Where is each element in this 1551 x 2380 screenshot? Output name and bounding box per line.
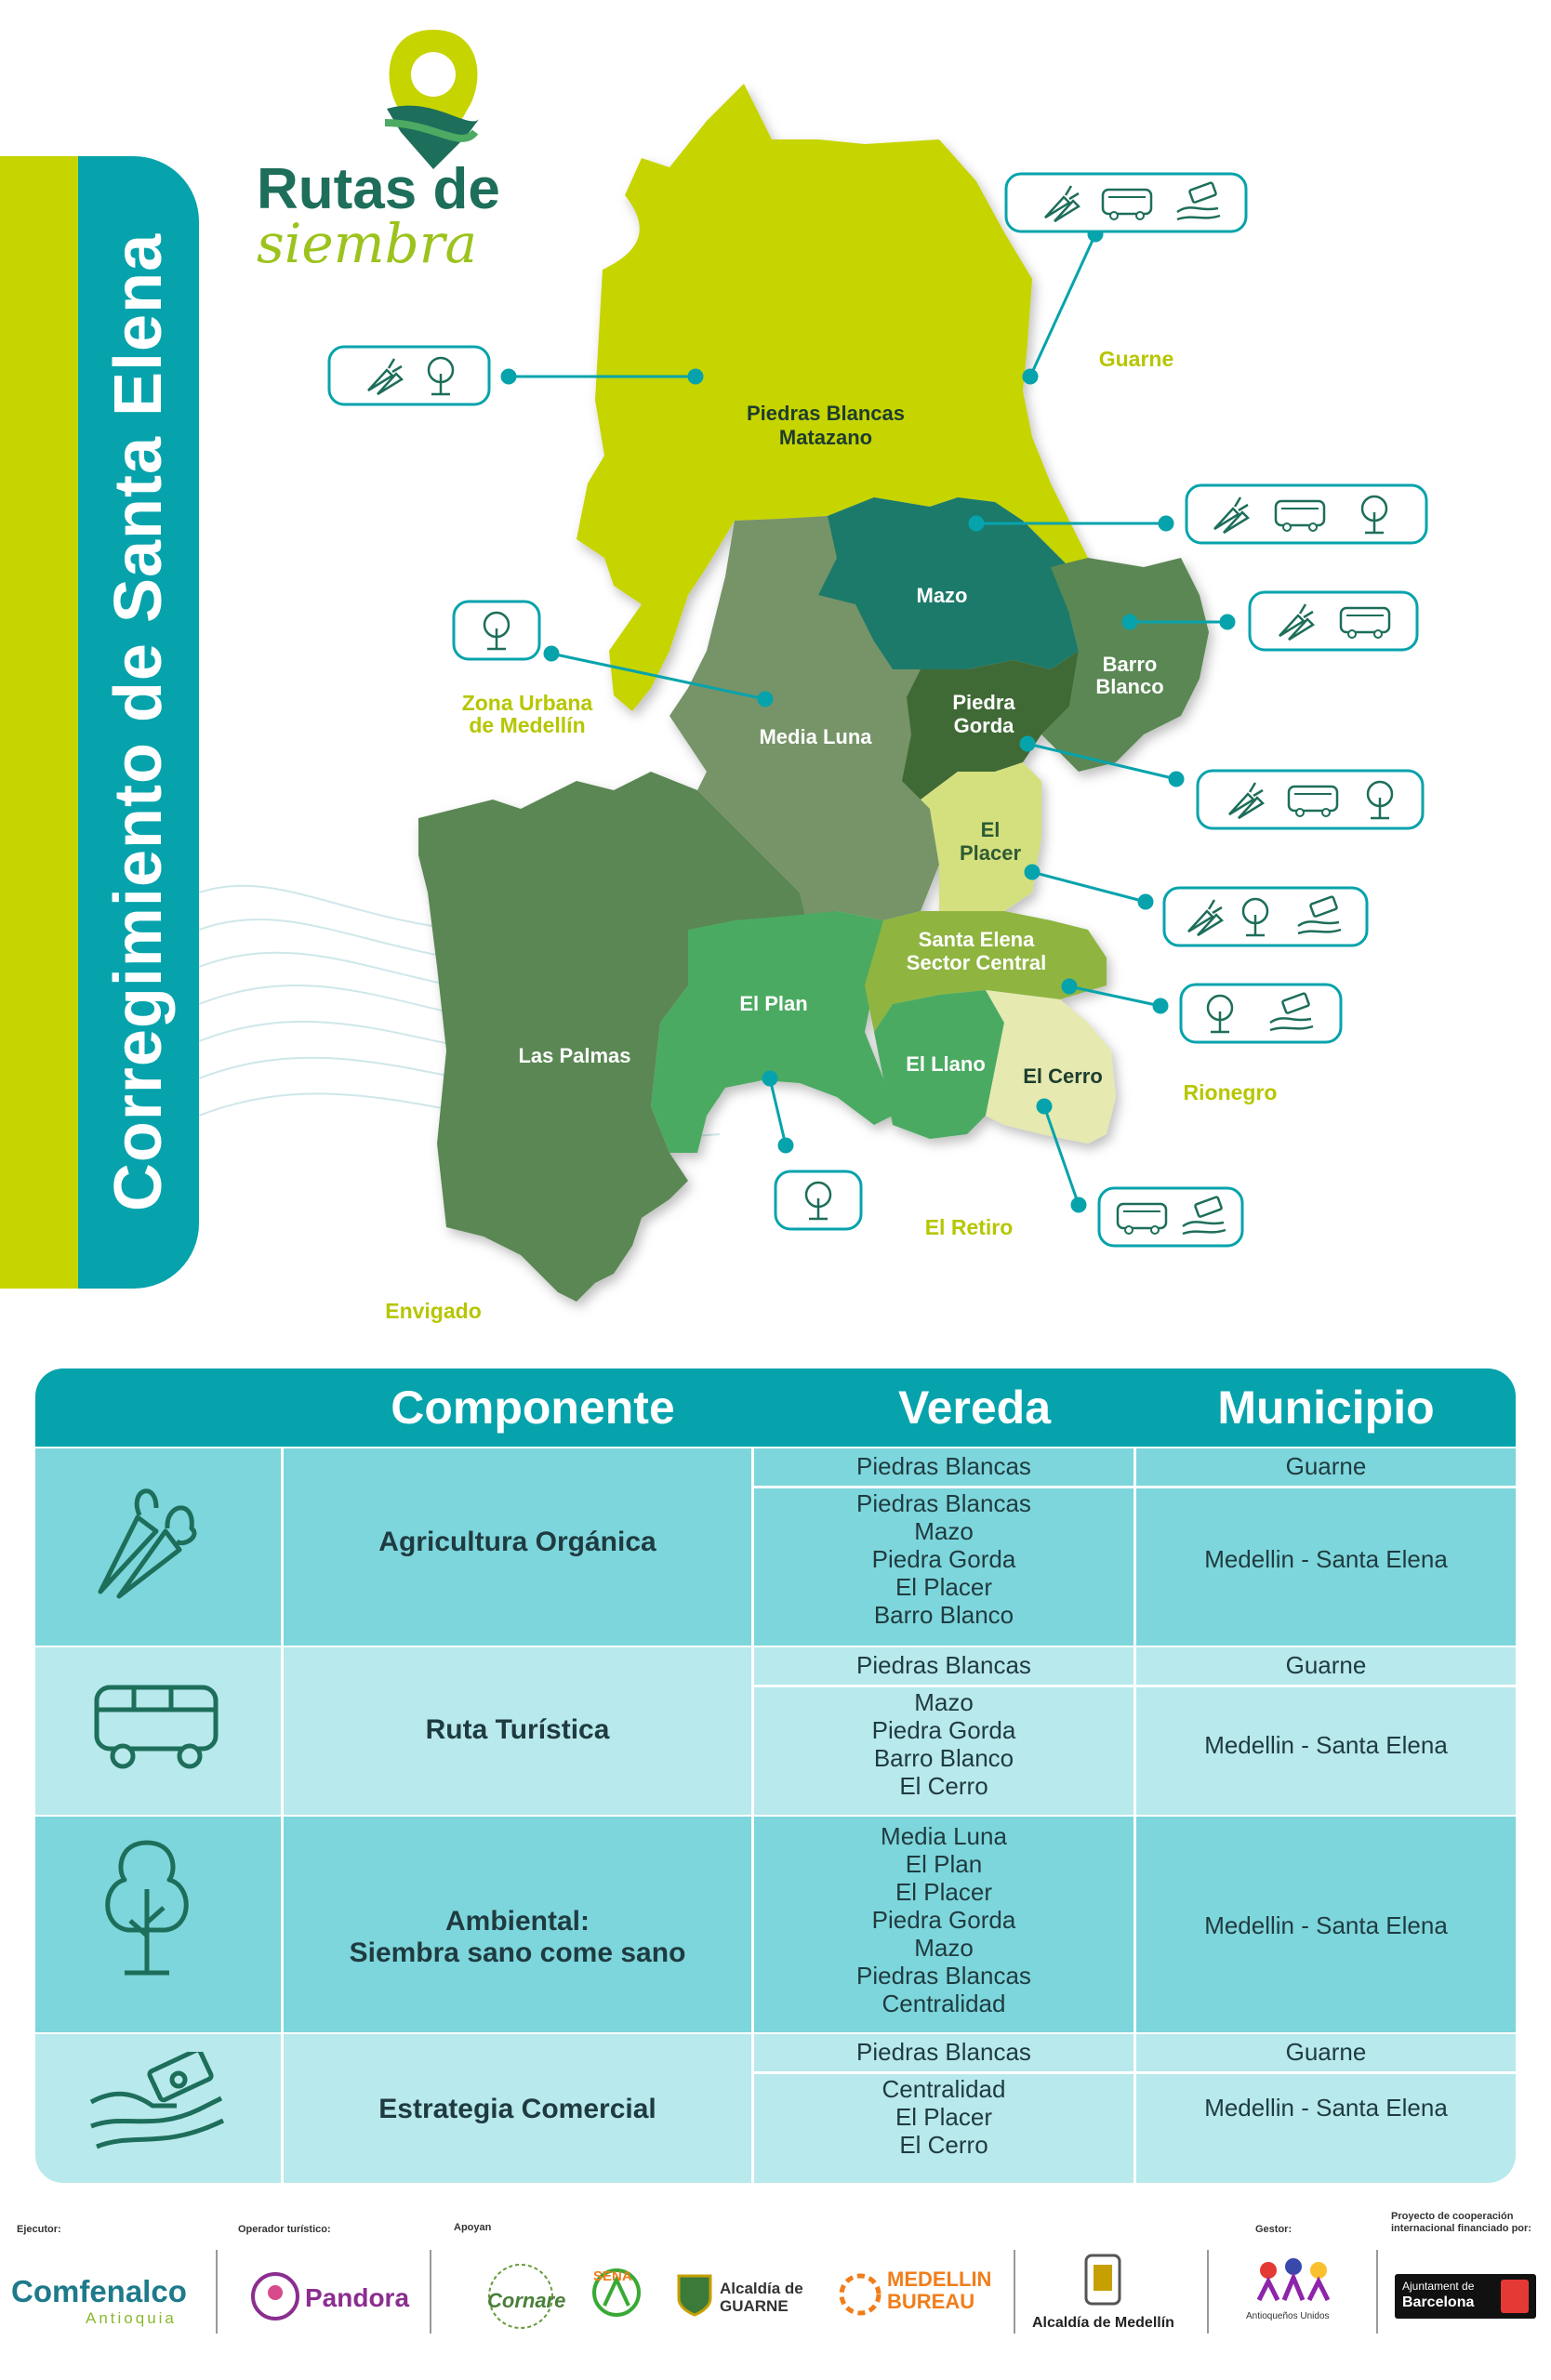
antioquenos-icon <box>1252 2254 1335 2307</box>
label-barro-blanco-1: Barro <box>1102 653 1158 676</box>
pandora-logo: Pandora <box>305 2283 410 2312</box>
logo-subtitle: siembra <box>257 212 478 275</box>
bureau-icon <box>837 2268 883 2320</box>
vereda-item: El Plan <box>905 1850 983 1878</box>
side-title: Corregimiento de Santa Elena <box>101 232 176 1212</box>
vereda-item: Piedras Blancas <box>856 1962 1031 1990</box>
neighbor-rionegro: Rionegro <box>1183 1080 1278 1104</box>
vereda-item: El Placer <box>895 2103 993 2131</box>
barcelona-crest-icon <box>1501 2280 1529 2313</box>
vereda-item: Piedras Blancas <box>856 1489 1031 1517</box>
municipio-item: Medellin - Santa Elena <box>1204 1911 1448 1939</box>
component-ambiental-1: Ambiental: <box>444 1906 590 1937</box>
neighbor-zona-urbana-1: Zona Urbana <box>461 691 593 715</box>
footer-label-gestor: Gestor: <box>1255 2224 1292 2235</box>
callout-sector-central <box>1181 985 1341 1042</box>
label-mazo: Mazo <box>916 584 968 607</box>
cornare-logo: Cornare <box>487 2289 566 2312</box>
callout-mazo <box>1186 485 1426 543</box>
barcelona-logo-line2: Barcelona <box>1402 2294 1475 2310</box>
pandora-icon <box>249 2268 301 2324</box>
money-hands-icon <box>87 2052 227 2154</box>
medellin-crest-icon <box>1082 2252 1123 2311</box>
neighbor-el-retiro: El Retiro <box>924 1215 1014 1239</box>
label-piedras-blancas-1: Piedras Blancas <box>747 402 905 425</box>
vereda-item: Mazo <box>914 1688 974 1716</box>
label-barro-blanco-2: Blanco <box>1095 675 1164 698</box>
label-el-placer-1: El <box>980 818 1001 841</box>
label-el-plan: El Plan <box>739 992 808 1015</box>
label-el-placer-2: Placer <box>959 841 1022 865</box>
component-ambiental-2: Siembra sano come sano <box>349 1937 686 1968</box>
carrots-icon <box>91 1471 203 1601</box>
vereda-item: El Placer <box>895 1878 993 1906</box>
footer-label-operador: Operador turístico: <box>238 2224 331 2235</box>
callout-piedras-blancas <box>329 347 489 404</box>
medellin-logo: Alcaldía de Medellín <box>1032 2315 1174 2331</box>
label-sector-central-2: Sector Central <box>906 951 1047 974</box>
sena-logo: SENA <box>593 2268 632 2284</box>
header-vereda: Vereda <box>897 1382 1051 1434</box>
divider <box>430 2250 431 2334</box>
neighbor-zona-urbana-2: de Medellín <box>469 713 586 737</box>
vereda-item: Mazo <box>914 1934 974 1962</box>
municipio-item: Guarne <box>1285 2038 1367 2066</box>
callout-piedra-gorda <box>1198 771 1423 828</box>
divider <box>1207 2250 1209 2334</box>
neighbor-envigado: Envigado <box>385 1299 482 1323</box>
tree-icon <box>91 1833 203 1982</box>
label-el-llano: El Llano <box>906 1052 986 1076</box>
vereda-item: Piedras Blancas <box>856 1452 1031 1480</box>
label-las-palmas: Las Palmas <box>518 1044 631 1067</box>
footer-label-ejecutor: Ejecutor: <box>17 2224 61 2235</box>
divider <box>1014 2250 1015 2334</box>
label-piedras-blancas-2: Matazano <box>778 426 873 449</box>
bureau-logo: MEDELLIN BUREAU <box>887 2268 992 2313</box>
divider <box>216 2250 218 2334</box>
vereda-item: Piedras Blancas <box>856 1651 1031 1679</box>
municipio-item: Guarne <box>1285 1452 1367 1480</box>
vereda-item: Mazo <box>914 1517 974 1545</box>
vereda-item: Media Luna <box>881 1822 1007 1850</box>
vereda-item: El Cerro <box>899 1772 988 1800</box>
guarne-logo: Alcaldía de GUARNE <box>720 2280 803 2315</box>
label-el-cerro: El Cerro <box>1023 1064 1103 1088</box>
municipio-item: Medellin - Santa Elena <box>1204 1545 1448 1573</box>
vereda-item: Barro Blanco <box>873 1744 1014 1772</box>
vereda-item: Centralidad <box>882 2075 1006 2103</box>
logo-title: Rutas de <box>257 157 500 221</box>
footer-label-apoyan: Apoyan <box>454 2222 492 2233</box>
callout-el-cerro <box>1099 1188 1242 1246</box>
divider <box>751 1685 1516 1687</box>
vereda-item: Piedra Gorda <box>871 1906 1016 1934</box>
vereda-item: Barro Blanco <box>873 1601 1014 1629</box>
label-sector-central-1: Santa Elena <box>918 928 1035 951</box>
municipio-item: Medellin - Santa Elena <box>1204 2094 1448 2122</box>
divider <box>751 1486 1516 1488</box>
bus-icon <box>91 1680 221 1773</box>
callout-barro-blanco <box>1250 592 1417 650</box>
divider <box>751 2071 1516 2074</box>
guarne-shield-icon <box>675 2272 714 2317</box>
header-municipio: Municipio <box>1217 1382 1435 1434</box>
divider <box>281 1448 284 2183</box>
component-ruta: Ruta Turística <box>425 1714 610 1745</box>
vereda-item: Piedra Gorda <box>871 1545 1016 1573</box>
barcelona-logo-line1: Ajuntament de <box>1402 2280 1475 2293</box>
components-table <box>35 1368 1516 2183</box>
neighbor-guarne: Guarne <box>1098 347 1174 371</box>
municipio-item: Medellin - Santa Elena <box>1204 1731 1448 1759</box>
antioquenos-logo: Antioqueños Unidos <box>1246 2311 1330 2321</box>
vereda-item: Piedra Gorda <box>871 1716 1016 1744</box>
vereda-item: Centralidad <box>882 1990 1006 2017</box>
label-piedra-gorda-1: Piedra <box>952 691 1015 714</box>
municipio-item: Guarne <box>1285 1651 1367 1679</box>
vereda-item: El Placer <box>895 1573 993 1601</box>
divider <box>1376 2250 1378 2334</box>
vereda-item: El Cerro <box>899 2131 988 2159</box>
component-agricultura: Agricultura Orgánica <box>378 1527 656 1557</box>
header-componente: Componente <box>391 1382 675 1434</box>
comfenalco-logo: Comfenalco <box>11 2274 187 2308</box>
component-comercial: Estrategia Comercial <box>378 2094 656 2124</box>
label-piedra-gorda-2: Gorda <box>953 714 1014 737</box>
footer-label-proyecto: Proyecto de cooperación internacional financiado por: <box>1391 2211 1531 2234</box>
comfenalco-sub: Antioquia <box>86 2309 177 2327</box>
label-media-luna: Media Luna <box>759 725 872 748</box>
vereda-item: Piedras Blancas <box>856 2038 1031 2066</box>
